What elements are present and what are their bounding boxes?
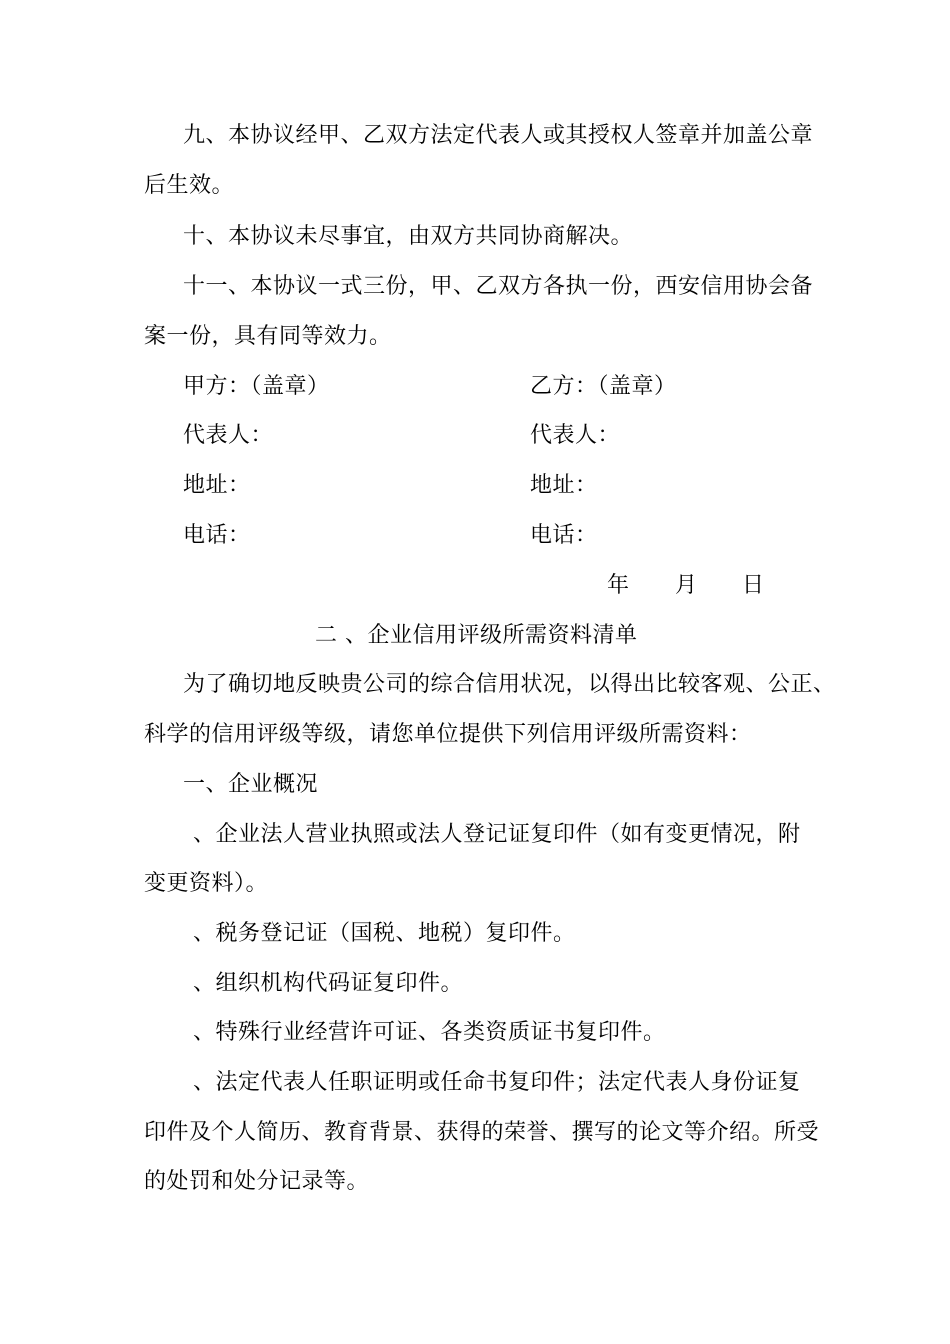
- clause-9-line-2: 后生效。: [144, 173, 235, 198]
- item-1-line-1: 、企业法人营业执照或法人登记证复印件（如有变更情况，附: [193, 822, 801, 847]
- item-3: 、组织机构代码证复印件。: [193, 971, 464, 996]
- item-2: 、税务登记证（国税、地税）复印件。: [193, 921, 576, 946]
- party-b-seal: 乙方：（盖章）: [530, 374, 677, 399]
- party-a-representative: 代表人：: [183, 423, 274, 448]
- section-2-intro-line-2: 科学的信用评级等级，请您单位提供下列信用评级所需资料：: [144, 722, 752, 747]
- party-b-address: 地址：: [530, 473, 598, 498]
- section-2-heading: 二 、企业信用评级所需资料清单: [315, 623, 638, 648]
- date-month: 月: [675, 573, 698, 598]
- item-5-line-3: 的处罚和处分记录等。: [144, 1169, 370, 1194]
- clause-11-line-2: 案一份，具有同等效力。: [144, 324, 392, 349]
- party-a-address: 地址：: [183, 473, 251, 498]
- item-5-line-2: 印件及个人简历、教育背景、获得的荣誉、撰写的论文等介绍。所受: [144, 1120, 820, 1145]
- party-a-seal: 甲方：（盖章）: [183, 374, 330, 399]
- clause-10: 十、本协议未尽事宜，由双方共同协商解决。: [183, 224, 634, 249]
- date-year: 年: [607, 573, 630, 598]
- date-day: 日: [742, 573, 765, 598]
- party-a-phone: 电话：: [183, 523, 251, 548]
- item-5-line-1: 、法定代表人任职证明或任命书复印件；法定代表人身份证复: [193, 1070, 801, 1095]
- item-4: 、特殊行业经营许可证、各类资质证书复印件。: [193, 1020, 666, 1045]
- clause-9-line-1: 九、本协议经甲、乙双方法定代表人或其授权人签章并加盖公章: [183, 123, 814, 148]
- party-b-representative: 代表人：: [530, 423, 621, 448]
- section-2-subheading: 一、企业概况: [183, 772, 319, 797]
- item-1-line-2: 变更资料）。: [144, 871, 269, 896]
- party-b-phone: 电话：: [530, 523, 598, 548]
- clause-11-line-1: 十一、本协议一式三份，甲、乙双方各执一份，西安信用协会备: [183, 274, 814, 299]
- section-2-intro-line-1: 为了确切地反映贵公司的综合信用状况，以得出比较客观、公正、: [183, 672, 836, 697]
